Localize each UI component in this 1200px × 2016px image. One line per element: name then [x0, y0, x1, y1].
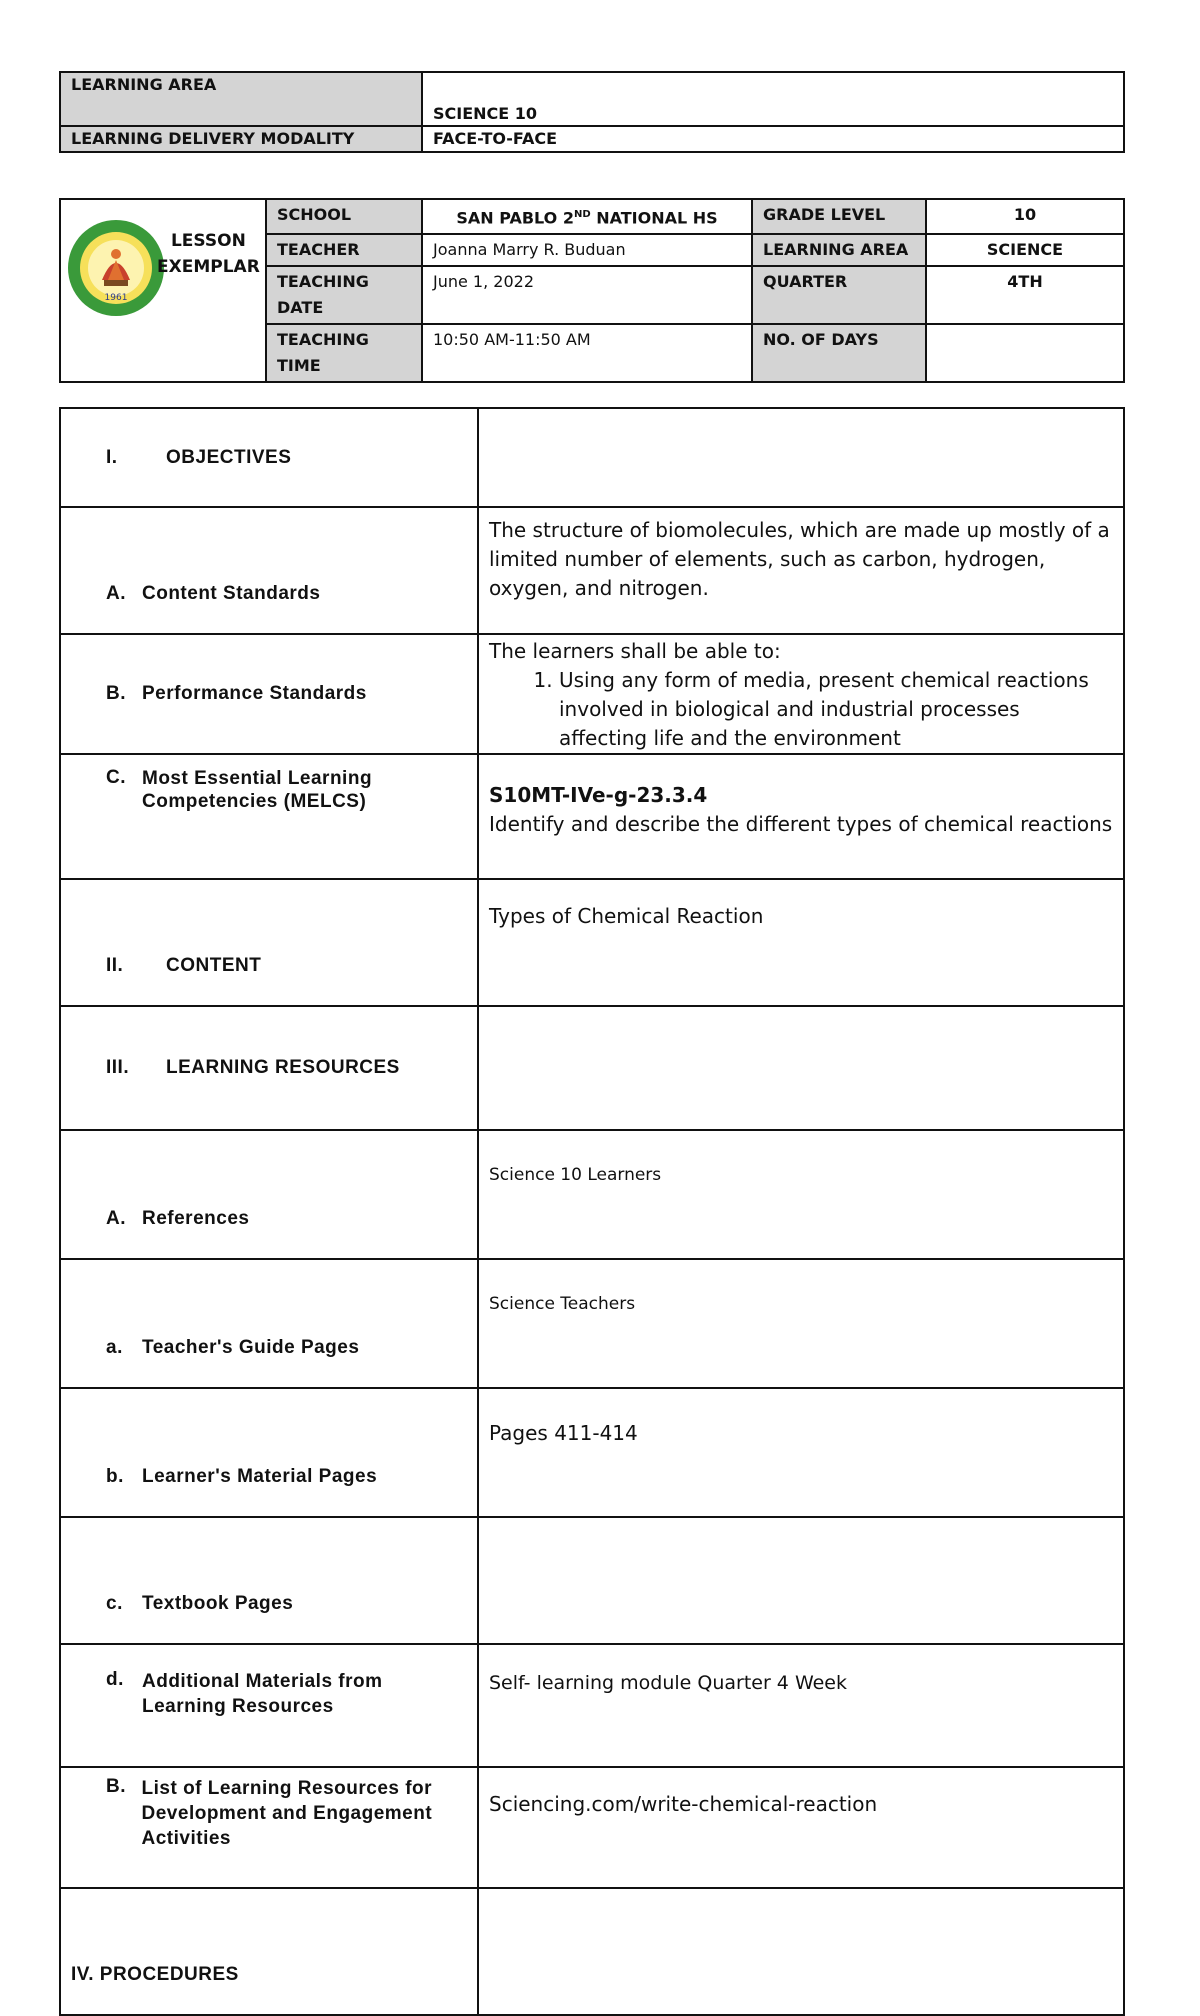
textbook-row — [60, 1517, 1124, 1644]
additional-materials-value: Self- learning module Quarter 4 Week — [489, 1672, 847, 1694]
objectives-label: OBJECTIVES — [166, 446, 292, 468]
time-label-2: TIME — [277, 356, 321, 376]
references-value: Science 10 Learners — [489, 1165, 662, 1185]
additional-materials-value-cell — [478, 1644, 1124, 1767]
teacher-value: Joanna Marry R. Buduan — [433, 240, 626, 260]
time-value: 10:50 AM-11:50 AM — [433, 330, 591, 350]
grade-value: 10 — [1013, 205, 1037, 224]
melcs-row — [60, 754, 1124, 879]
date-label-cell — [266, 266, 422, 324]
textbook-value-cell — [478, 1517, 1124, 1644]
performance-standards-item: 1. Using any form of media, present chemical reactions involved in biological and industrial processes affecting life and the environment — [559, 666, 1113, 753]
content-standards-num: A. — [106, 583, 126, 604]
logo-cell — [60, 199, 266, 382]
learning-resources-num: III. — [106, 1057, 130, 1078]
performance-standards-label: Performance Standards — [142, 683, 367, 704]
teacher-label-cell — [266, 234, 422, 266]
learning-area-value: SCIENCE 10 — [433, 104, 538, 123]
area-value-cell — [926, 234, 1124, 266]
teachers-guide-num: a. — [106, 1337, 123, 1358]
teacher-label: TEACHER — [277, 240, 360, 260]
content-row — [60, 879, 1124, 1006]
quarter-label-cell — [752, 266, 926, 324]
learners-material-value-cell — [478, 1388, 1124, 1517]
performance-standards-value-cell — [478, 634, 1124, 754]
quarter-value-cell — [926, 266, 1124, 324]
grade-label-cell — [752, 199, 926, 234]
teachers-guide-label: Teacher's Guide Pages — [142, 1337, 360, 1358]
references-row — [60, 1130, 1124, 1259]
learners-material-num: b. — [106, 1466, 124, 1487]
list-resources-num: B. — [106, 1776, 126, 1797]
learning-resources-label-cell — [60, 1006, 478, 1130]
quarter-label: QUARTER — [763, 272, 848, 292]
performance-standards-label-cell — [60, 634, 478, 754]
school-value-pre: SAN PABLO 2 — [456, 208, 574, 228]
grade-value-cell — [926, 199, 1124, 234]
school-value-post: NATIONAL HS — [590, 208, 718, 228]
content-standards-row — [60, 507, 1124, 634]
learners-material-value: Pages 411-414 — [489, 1421, 638, 1445]
melcs-code: S10MT-IVe-g-23.3.4 — [489, 783, 708, 807]
additional-materials-row — [60, 1644, 1124, 1767]
textbook-label: Textbook Pages — [142, 1593, 294, 1614]
objectives-label-cell — [60, 408, 478, 507]
school-value-cell — [422, 199, 752, 234]
grade-label: GRADE LEVEL — [763, 205, 886, 224]
content-label-cell — [60, 879, 478, 1006]
content-num: II. — [106, 955, 124, 976]
learning-resources-row — [60, 1006, 1124, 1130]
days-label: NO. OF DAYS — [763, 330, 879, 350]
content-value-cell — [478, 879, 1124, 1006]
area-label-cell — [752, 234, 926, 266]
content-standards-label: Content Standards — [142, 583, 321, 604]
procedures-value-cell — [478, 1888, 1124, 2015]
procedures-label: IV. PROCEDURES — [71, 1964, 239, 1985]
seal-year: 1961 — [104, 293, 128, 303]
content-standards-value: The structure of biomolecules, which are made up mostly of a limited number of elements, such as carbon, hydrogen, oxygen, and nitrogen. — [489, 518, 1110, 600]
melcs-label-cell — [60, 754, 478, 879]
learning-resources-label: LEARNING RESOURCES — [166, 1057, 400, 1078]
date-value: June 1, 2022 — [433, 272, 534, 292]
modality-value: FACE-TO-FACE — [433, 129, 558, 148]
additional-materials-label: Additional Materials from Learning Resources — [142, 1671, 383, 1717]
melcs-value: Identify and describe the different types of chemical reactions — [489, 812, 1113, 836]
performance-standards-intro: The learners shall be able to: — [489, 639, 781, 663]
melcs-label: Most Essential Learning Competencies (MELCS) — [142, 768, 373, 812]
quarter-value: 4TH — [1007, 272, 1043, 292]
procedures-label-cell — [60, 1888, 478, 2015]
objectives-row — [60, 408, 1124, 507]
lesson-label-line-2: EXEMPLAR — [157, 257, 260, 277]
modality-label: LEARNING DELIVERY MODALITY — [71, 129, 355, 148]
date-label-2: DATE — [277, 298, 324, 318]
list-resources-value-cell — [478, 1767, 1124, 1888]
school-label: SCHOOL — [277, 205, 352, 224]
header-table — [59, 71, 1125, 153]
time-value-cell — [422, 324, 752, 382]
learning-area-value-cell — [422, 72, 1124, 126]
learners-material-label-cell — [60, 1388, 478, 1517]
list-resources-label: List of Learning Resources for Development and Engagement Activities — [141, 1778, 433, 1849]
learners-material-label: Learner's Material Pages — [142, 1466, 378, 1487]
lesson-plan-table — [59, 407, 1125, 2016]
learning-area-label: LEARNING AREA — [71, 75, 217, 94]
procedures-row — [60, 1888, 1124, 2015]
learners-material-row — [60, 1388, 1124, 1517]
content-value: Types of Chemical Reaction — [489, 904, 764, 928]
performance-standards-list — [489, 666, 1113, 753]
additional-materials-num: d. — [106, 1669, 124, 1690]
school-seal-icon — [66, 218, 166, 318]
content-standards-label-cell — [60, 507, 478, 634]
content-label: CONTENT — [166, 955, 262, 976]
teachers-guide-row — [60, 1259, 1124, 1388]
lesson-label-line-1: LESSON — [170, 231, 246, 251]
textbook-num: c. — [106, 1593, 123, 1614]
date-value-cell — [422, 266, 752, 324]
melcs-num: C. — [106, 767, 126, 788]
teachers-guide-value-cell — [478, 1259, 1124, 1388]
teachers-guide-label-cell — [60, 1259, 478, 1388]
area-value: SCIENCE — [986, 240, 1064, 260]
modality-label-cell — [60, 126, 422, 152]
teachers-guide-value: Science Teachers — [489, 1294, 636, 1314]
references-num: A. — [106, 1208, 126, 1229]
melcs-value-cell — [478, 754, 1124, 879]
performance-standards-row — [60, 634, 1124, 754]
list-resources-label-cell — [60, 1767, 478, 1888]
lesson-exemplar-label — [157, 228, 260, 280]
performance-standards-num: B. — [106, 683, 126, 704]
textbook-label-cell — [60, 1517, 478, 1644]
objectives-value-cell — [478, 408, 1124, 507]
date-label-1: TEACHING — [277, 272, 369, 292]
school-value-sup: ND — [573, 209, 591, 220]
area-label: LEARNING AREA — [763, 240, 909, 260]
objectives-num: I. — [106, 446, 118, 468]
references-label: References — [142, 1208, 250, 1229]
references-value-cell — [478, 1130, 1124, 1259]
references-label-cell — [60, 1130, 478, 1259]
additional-materials-label-cell — [60, 1644, 478, 1767]
learning-resources-value-cell — [478, 1006, 1124, 1130]
list-resources-value: Sciencing.com/write-chemical-reaction — [489, 1792, 878, 1816]
days-value-cell — [926, 324, 1124, 382]
school-label-cell — [266, 199, 422, 234]
info-table — [59, 198, 1125, 383]
list-resources-row — [60, 1767, 1124, 1888]
time-label-1: TEACHING — [277, 330, 369, 350]
teacher-value-cell — [422, 234, 752, 266]
content-standards-value-cell — [478, 507, 1124, 634]
time-label-cell — [266, 324, 422, 382]
learning-area-label-cell — [60, 72, 422, 126]
modality-value-cell — [422, 126, 1124, 152]
days-label-cell — [752, 324, 926, 382]
